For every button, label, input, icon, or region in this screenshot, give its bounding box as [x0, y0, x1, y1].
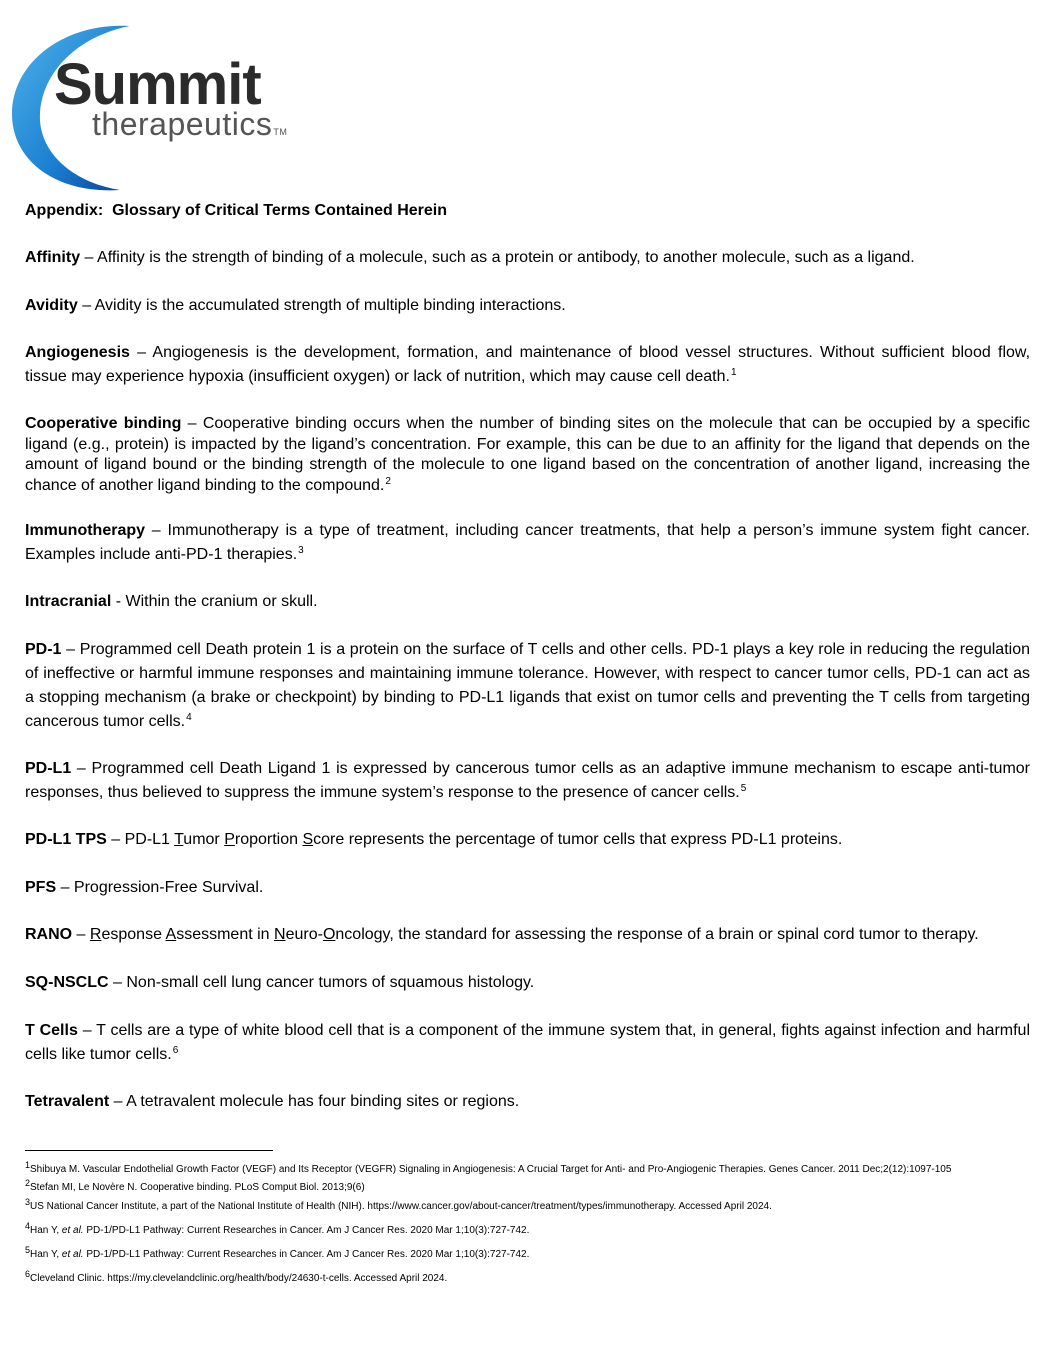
term: PD-1	[25, 641, 62, 658]
definition: A tetravalent molecule has four binding sites or regions.	[126, 1093, 520, 1110]
glossary-entry-pd-1: PD-1 – Programmed cell Death protein 1 is a protein on the surface of T cells and other cells. PD-1 plays a key role in reducing the regulation of ineffective or harmful immune responses and maintaining immune tolerance. However, with respect to cancer tumor cells, PD-1 can act as a stopping mechanism (a brake or checkpoint) by binding to PD-L1 ligands that exist on tumor cells and preventing the T cells from targeting cancerous tumor cells.$^4$	[25, 641, 1030, 730]
term: T Cells	[25, 1022, 78, 1039]
glossary-heading: Appendix: Glossary of Critical Terms Contained Herein	[25, 202, 448, 219]
definition: Response Assessment in Neuro-Oncology, the standard for assessing the response of a brain or spinal cord tumor to therapy.	[89, 926, 979, 943]
glossary-entry-avidity: Avidity – Avidity is the accumulated strength of multiple binding interactions.	[25, 297, 566, 314]
term: Affinity	[25, 249, 81, 266]
definition: Progression-Free Survival.	[73, 879, 264, 896]
definition: T cells are a type of white blood cell that is a component of the immune system that, in general, fights against infection and harmful cells like tumor cells.	[25, 1022, 1031, 1063]
footnote-1: $^1$Shibuya M. Vascular Endothelial Growth Factor (VEGF) and Its Receptor (VEGFR) Signaling in Angiogenesis: A Crucial Target for Anti- and Pro-Angiogenic Therapies. Genes Cancer. 2011 Dec;2(12):1097-105	[25, 1160, 952, 1175]
term: Angiogenesis	[25, 344, 130, 361]
definition: Within the cranium or skull.	[125, 593, 318, 610]
definition: Avidity is the accumulated strength of multiple binding interactions.	[94, 297, 566, 314]
footnote-ref: 5	[740, 783, 747, 794]
footnote-ref: 4	[186, 712, 192, 723]
glossary-entry-affinity: Affinity – Affinity is the strength of binding of a molecule, such as a protein or antibody, to another molecule, such as a ligand.	[25, 249, 915, 266]
company-logo	[10, 22, 300, 194]
definition: PD-L1 Tumor Proportion Score represents the percentage of tumor cells that express PD-L1 proteins.	[124, 831, 843, 848]
footnote-ref: 6	[172, 1045, 179, 1056]
definition: Immunotherapy is a type of treatment, including cancer treatments, that help a person’s immune system fight cancer. Examples include anti-PD-1 therapies.	[25, 522, 1030, 563]
glossary-entry-t-cells: T Cells – T cells are a type of white blood cell that is a component of the immune system that, in general, fights against infection and harmful cells like tumor cells.$^6$	[25, 1022, 1031, 1063]
term: Immunotherapy	[25, 522, 146, 539]
glossary-entry-tetravalent: Tetravalent – A tetravalent molecule has four binding sites or regions.	[25, 1093, 520, 1110]
definition: Angiogenesis is the development, formation, and maintenance of blood vessel structures. Without sufficient blood flow, tissue may experience hypoxia (insufficient oxygen) or lack of nutrition, which may cause cell death.	[25, 344, 1031, 385]
term: Cooperative binding	[25, 415, 182, 432]
footnote-2: $^2$Stefan MI, Le Novère N. Cooperative binding. PLoS Comput Biol. 2013;9(6)	[25, 1178, 365, 1193]
footnote-ref: 1	[730, 367, 737, 378]
logo-trademark: TM	[273, 127, 288, 137]
term: RANO	[25, 926, 73, 943]
term: Avidity	[25, 297, 78, 314]
glossary-entry-pfs: PFS – Progression-Free Survival.	[25, 879, 264, 896]
definition: Affinity is the strength of binding of a molecule, such as a protein or antibody, to another molecule, such as a ligand.	[97, 249, 915, 266]
footnote-6: $^6$Cleveland Clinic. https://my.clevelandclinic.org/health/body/24630-t-cells. Accessed April 2024.	[25, 1269, 448, 1284]
glossary-entry-cooperative-binding: Cooperative binding – Cooperative binding occurs when the number of binding sites on the molecule that can be occupied by a specific ligand (e.g., protein) is impacted by the ligand’s concentration. For example, this can be due to an affinity for the ligand that depends on the amount of ligand bound or the binding strength of the molecule to one ligand based on the concentration of another ligand, increasing the chance of another ligand binding to the compound.$^2$	[25, 415, 1030, 495]
logo-tagline: therapeuticsTM	[92, 106, 288, 142]
glossary-entry-immunotherapy: Immunotherapy – Immunotherapy is a type of treatment, including cancer treatments, that help a person’s immune system fight cancer. Examples include anti-PD-1 therapies.$^3$	[25, 522, 1030, 563]
definition: Programmed cell Death Ligand 1 is expressed by cancerous tumor cells as an adaptive immune mechanism to escape anti-tumor responses, thus believed to suppress the immune system’s response to the presence of cancer cells.	[25, 760, 1031, 801]
glossary-entry-pd-l1-tps: PD-L1 TPS – PD-L1 Tumor Proportion Score represents the percentage of tumor cells that express PD-L1 proteins.	[25, 831, 843, 848]
footnote-3: $^3$US National Cancer Institute, a part of the National Institute of Health (NIH). https://www.cancer.gov/about-cancer/treatment/types/immunotherapy. Accessed April 2024.	[25, 1197, 772, 1212]
glossary-entry-pd-l1: PD-L1 – Programmed cell Death Ligand 1 is expressed by cancerous tumor cells as an adaptive immune mechanism to escape anti-tumor responses, thus believed to suppress the immune system’s response to the presence of cancer cells.$^5$	[25, 760, 1031, 801]
glossary-entry-intracranial: Intracranial - Within the cranium or skull.	[25, 593, 318, 610]
footnote-5: $^5$Han Y, et al. PD-1/PD-L1 Pathway: Current Researches in Cancer. Am J Cancer Res. 2020 Mar 1;10(3):727-742.	[25, 1245, 530, 1260]
term: PFS	[25, 879, 57, 896]
definition: Non-small cell lung cancer tumors of squamous histology.	[126, 974, 535, 991]
footnote-4: $^4$Han Y, et al. PD-1/PD-L1 Pathway: Current Researches in Cancer. Am J Cancer Res. 2020 Mar 1;10(3):727-742.	[25, 1221, 530, 1236]
term: Tetravalent	[25, 1093, 110, 1110]
glossary-entry-angiogenesis: Angiogenesis – Angiogenesis is the development, formation, and maintenance of blood vessel structures. Without sufficient blood flow, tissue may experience hypoxia (insufficient oxygen) or lack of nutrition, which may cause cell death.$^1$	[25, 344, 1031, 385]
term: Intracranial	[25, 593, 112, 610]
footnote-divider	[25, 1150, 273, 1151]
definition: Programmed cell Death protein 1 is a protein on the surface of T cells and other cells. PD-1 plays a key role in reducing the regulation of ineffective or harmful immune responses and maintaining immune tolerance. However, with respect to cancer tumor cells, PD-1 can act as a stopping mechanism (a brake or checkpoint) by binding to PD-L1 ligands that exist on tumor cells and preventing the T cells from targeting cancerous tumor cells.	[25, 641, 1030, 730]
term: SQ-NSCLC	[25, 974, 109, 991]
logo-wordmark: Summit	[54, 52, 261, 117]
definition: Cooperative binding occurs when the number of binding sites on the molecule that can be occupied by a specific ligand (e.g., protein) is impacted by the ligand’s concentration. For example, this can be due to an affinity for the ligand that depends on the amount of ligand bound or the binding strength of the molecule to one ligand based on the concentration of another ligand, increasing the chance of another ligand binding to the compound.	[25, 415, 1030, 495]
glossary-entry-sq-nsclc: SQ-NSCLC – Non-small cell lung cancer tumors of squamous histology.	[25, 974, 535, 991]
term: PD-L1	[25, 760, 72, 777]
term: PD-L1 TPS	[25, 831, 107, 848]
footnote-ref: 3	[298, 545, 304, 556]
footnote-ref: 2	[385, 476, 391, 488]
glossary-entry-rano: RANO – Response Assessment in Neuro-Oncology, the standard for assessing the response of a brain or spinal cord tumor to therapy.	[25, 926, 979, 943]
